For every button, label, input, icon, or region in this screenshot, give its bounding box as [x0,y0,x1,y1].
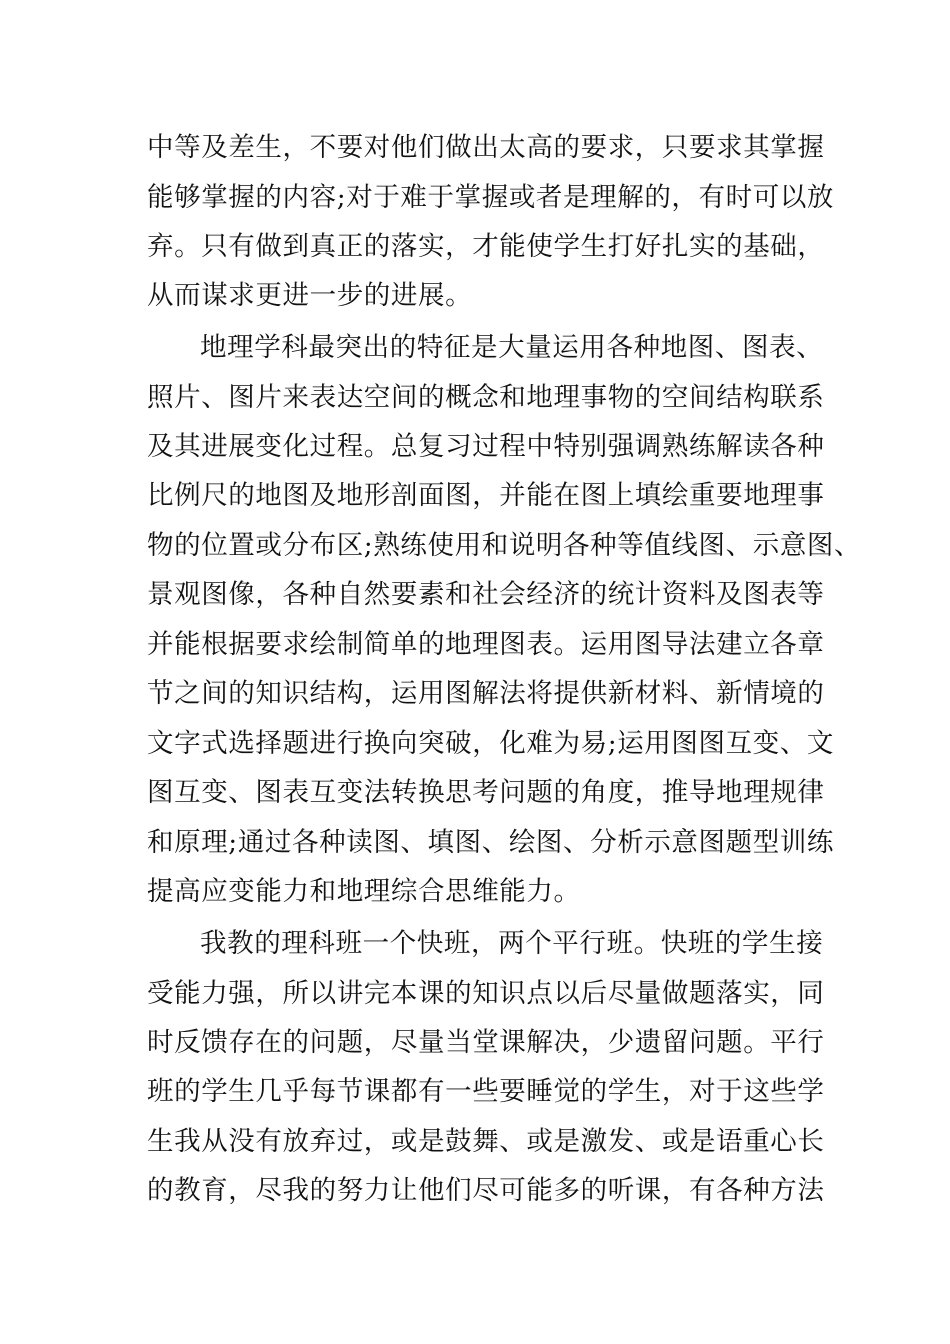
paragraph-2-line-6: 景观图像，各种自然要素和社会经济的统计资料及图表等 [147,579,825,610]
paragraph-3-line-4: 班的学生几乎每节课都有一些要睡觉的学生，对于这些学 [147,1076,825,1107]
paragraph-2-line-7: 并能根据要求绘制简单的地理图表。运用图导法建立各章 [147,629,825,660]
paragraph-3-line-5: 生我从没有放弃过，或是鼓舞、或是激发、或是语重心长 [147,1126,825,1157]
paragraph-1-line-2: 能够掌握的内容;对于难于掌握或者是理解的，有时可以放 [147,182,835,213]
paragraph-3-line-6: 的教育，尽我的努力让他们尽可能多的听课，有各种方法 [147,1175,825,1206]
paragraph-2-line-10: 图互变、图表互变法转换思考问题的角度，推导地理规律 [147,777,825,808]
paragraph-3-line-2: 受能力强，所以讲完本课的知识点以后尽量做题落实，同 [147,978,825,1009]
paragraph-2-line-4: 比例尺的地图及地形剖面图，并能在图上填绘重要地理事 [147,480,825,511]
paragraph-1-line-1: 中等及差生，不要对他们做出太高的要求，只要求其掌握 [147,132,825,163]
paragraph-2-line-1: 地理学科最突出的特征是大量运用各种地图、图表、 [200,332,824,363]
paragraph-2-line-8: 节之间的知识结构，运用图解法将提供新材料、新情境的 [147,678,825,709]
paragraph-3-line-1: 我教的理科班一个快班，两个平行班。快班的学生接 [200,928,824,959]
paragraph-2-line-11: 和原理;通过各种读图、填图、绘图、分析示意图题型训练 [147,827,835,858]
paragraph-2-line-12: 提高应变能力和地理综合思维能力。 [147,876,581,907]
paragraph-2-line-9: 文字式选择题进行换向突破，化难为易;运用图图互变、文 [147,728,835,759]
paragraph-3-line-3: 时反馈存在的问题，尽量当堂课解决，少遗留问题。平行 [147,1027,825,1058]
paragraph-2-line-2: 照片、图片来表达空间的概念和地理事物的空间结构联系 [147,382,825,413]
paragraph-2-line-3: 及其进展变化过程。总复习过程中特别强调熟练解读各种 [147,431,825,462]
paragraph-1-line-4: 从而谋求更进一步的进展。 [147,280,473,311]
paragraph-1-line-3: 弃。只有做到真正的落实，才能使学生打好扎实的基础， [147,231,825,262]
paragraph-2-line-5: 物的位置或分布区;熟练使用和说明各种等值线图、示意图、 [147,530,862,561]
